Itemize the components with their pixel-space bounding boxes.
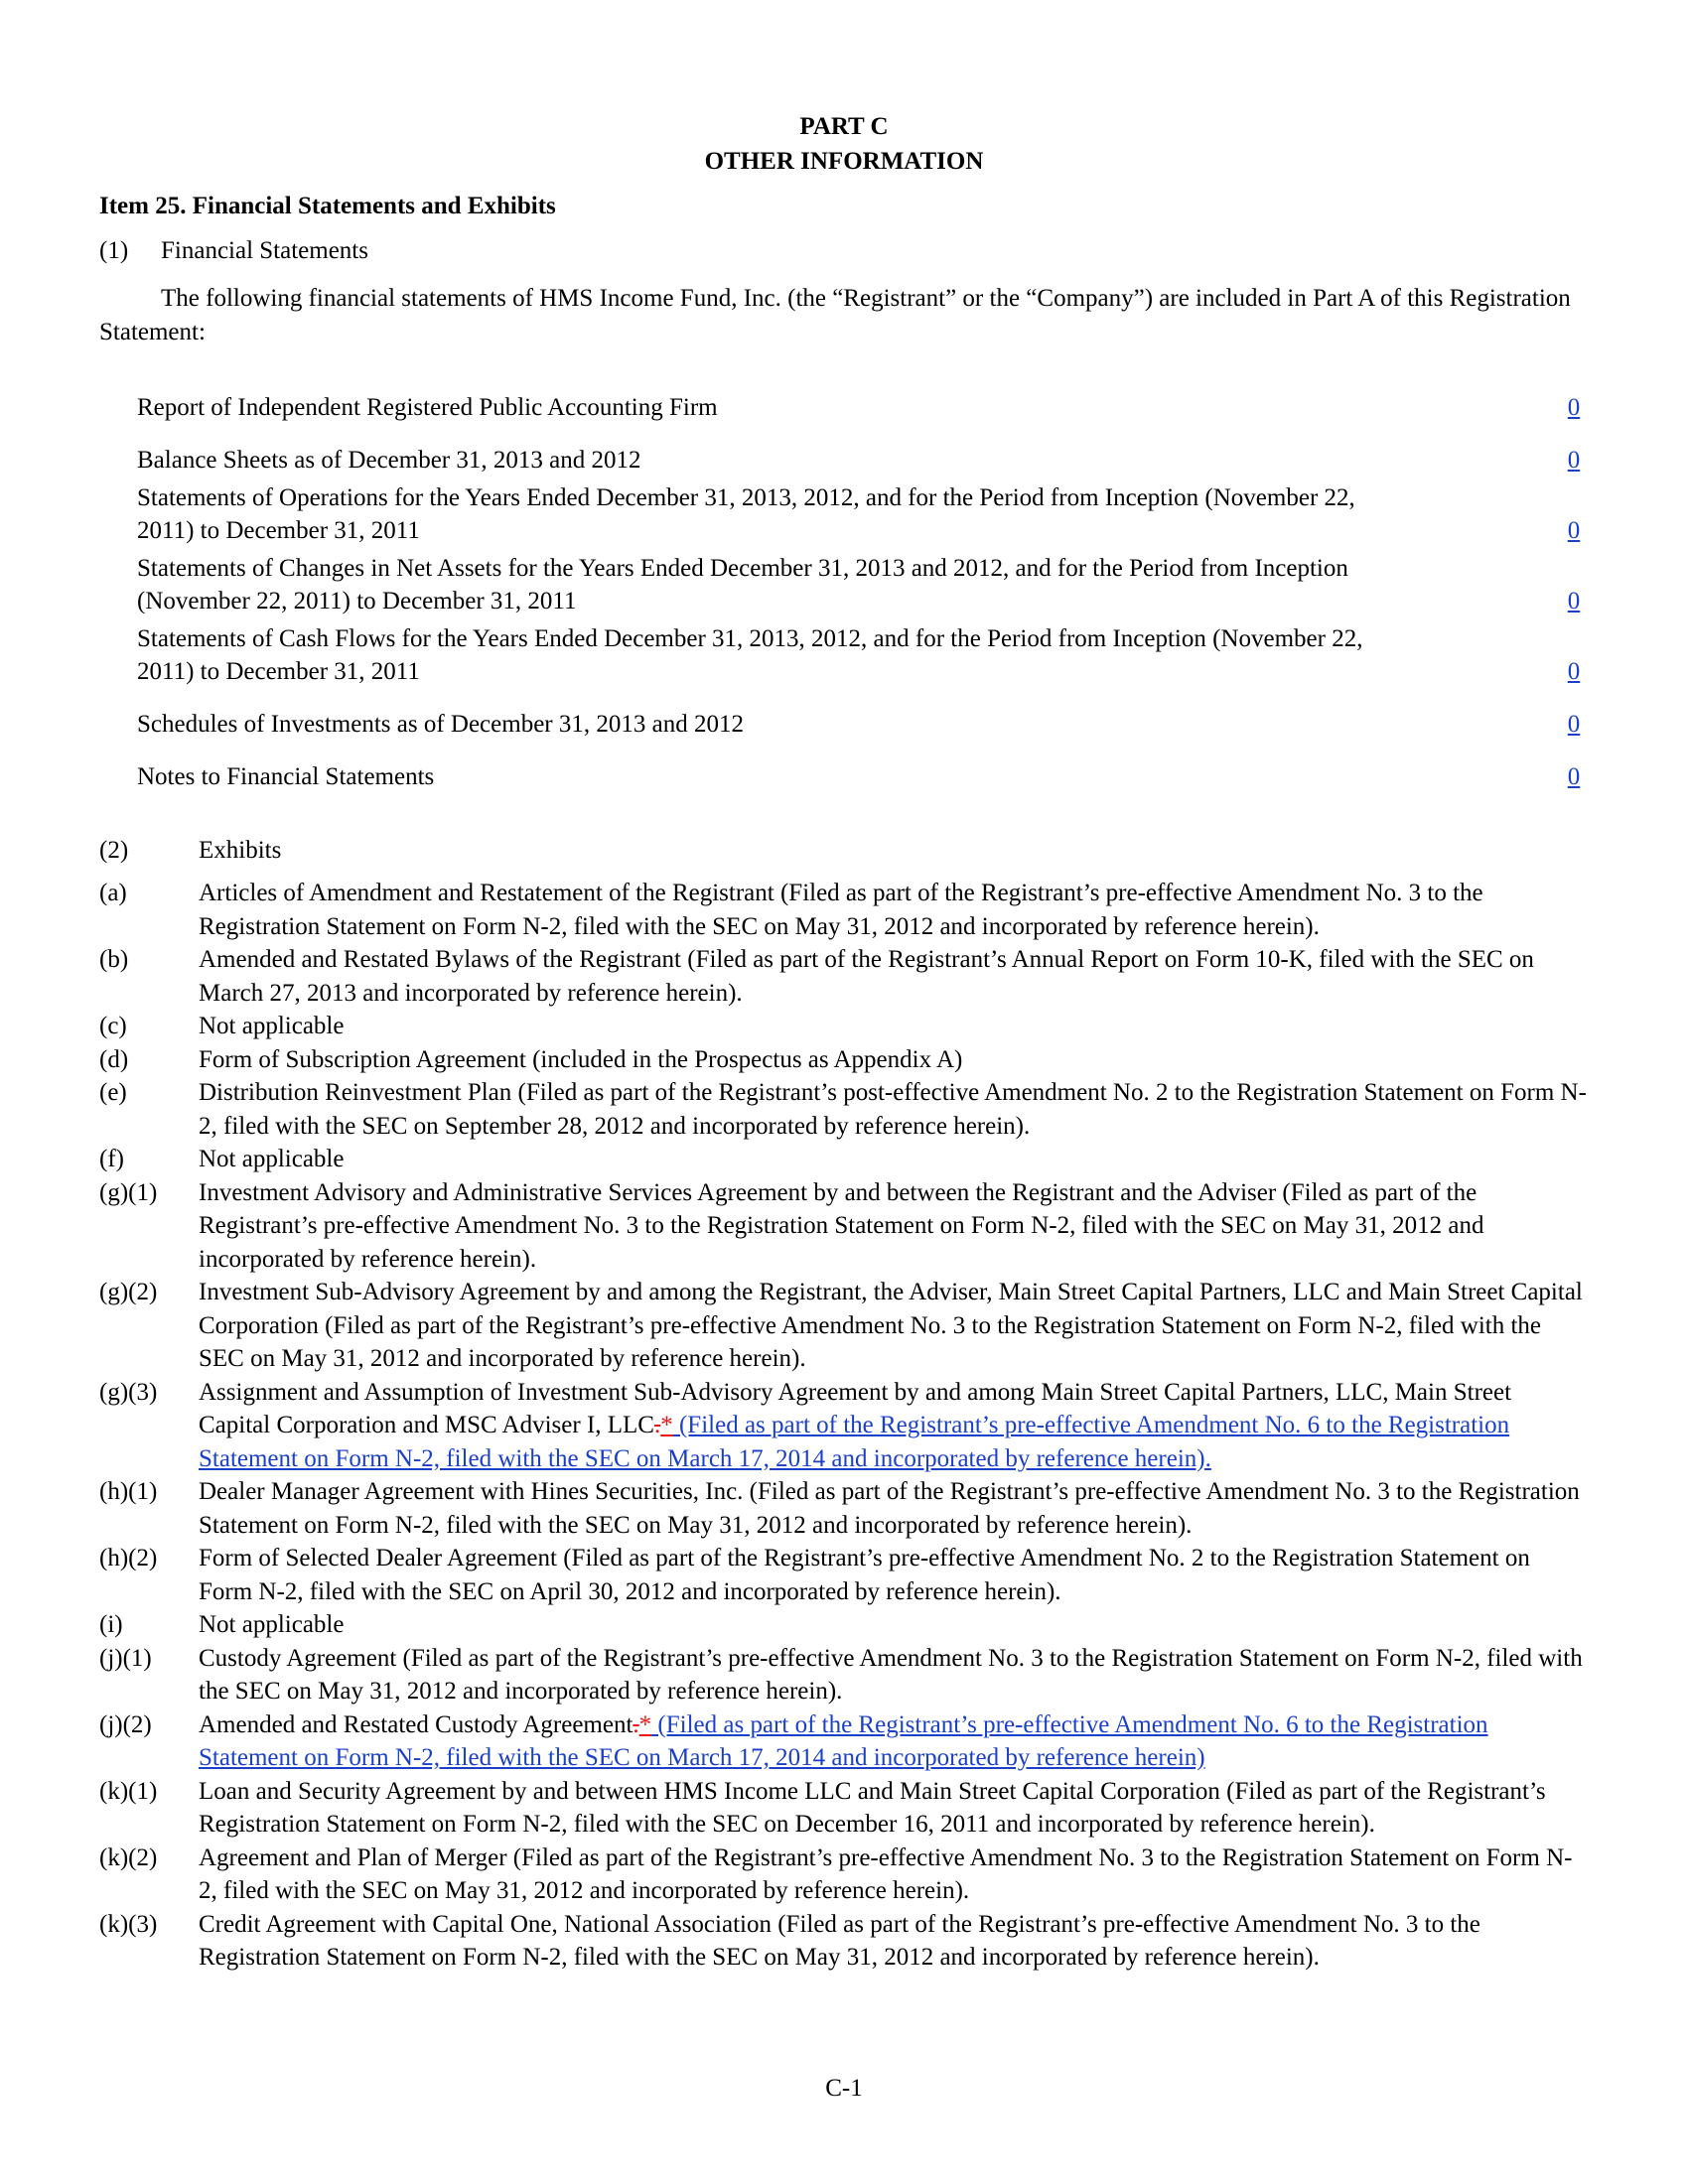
exhibit-row: [99, 1276, 1589, 1376]
exhibit-row: [99, 1642, 1589, 1708]
financial-statements-heading: [99, 234, 1589, 268]
exhibit-filing-link[interactable]: (Filed as part of the Registrant’s pre-effective Amendment No. 6 to the Registration Statement on Form N-2, filed with the SEC on March 17, 2014 and incorporated by reference herein): [199, 1710, 1488, 1771]
exhibit-description: Assignment and Assumption of Investment Sub-Advisory Agreement by and among Main Street Capital Partners, LLC, Main Street Capital Corporation and MSC Adviser I, LLC.* (Filed as part of the Registrant’s pre-effective Amendment No. 6 to the Registration Statement on Form N-2, filed with the SEC on March 17, 2014 and incorporated by reference herein).: [199, 1378, 1512, 1472]
exhibit-row: [99, 877, 1589, 943]
exhibit-row: [99, 943, 1589, 1010]
statement-row: [137, 444, 1589, 477]
exhibit-list: [99, 877, 1589, 1975]
page-link[interactable]: 0: [1567, 763, 1581, 790]
statement-title: Report of Independent Registered Public Accounting Firm: [137, 394, 718, 421]
statement-title: Statements of Changes in Net Assets for the Years Ended December 31, 2013 and 2012, and for the Period from Inception (November 22, 2011) to December 31, 2011: [137, 555, 1348, 614]
part-title: PART C: [799, 113, 889, 140]
exhibit-number: (j)(1): [99, 1644, 152, 1672]
exhibit-number: (g)(2): [99, 1279, 158, 1305]
page-link[interactable]: 0: [1567, 658, 1581, 685]
exhibit-row: [99, 1842, 1589, 1908]
exhibit-number: (h)(1): [99, 1478, 158, 1505]
exhibit-description: Not applicable: [199, 1611, 345, 1638]
exhibit-description: Custody Agreement (Filed as part of the Registrant’s pre-effective Amendment No. 3 to the Registration Statement on Form N-2, filed with the SEC on May 31, 2012 and incorporated by reference herein).: [199, 1644, 1583, 1705]
exhibit-row: [99, 1143, 1589, 1176]
statement-title: Statements of Cash Flows for the Years Ended December 31, 2013, 2012, and for the Period from Inception (November 22, 2011) to December 31, 2011: [137, 625, 1363, 685]
exhibit-row: [99, 1010, 1589, 1043]
statement-row: [137, 552, 1589, 617]
exhibit-description: Dealer Manager Agreement with Hines Securities, Inc. (Filed as part of the Registrant’s pre-effective Amendment No. 3 to the Registration Statement on Form N-2, filed with the SEC on May 31, 2012 and incorporated by reference herein).: [199, 1478, 1580, 1539]
exhibit-description: Articles of Amendment and Restatement of the Registrant (Filed as part of the Registrant’s pre-effective Amendment No. 3 to the Registration Statement on Form N-2, filed with the SEC on May 31, 2012 and incorporated by reference herein).: [199, 880, 1483, 940]
exhibit-description: Loan and Security Agreement by and between HMS Income LLC and Main Street Capital Corporation (Filed as part of the Registrant’s Registration Statement on Form N-2, filed with the SEC on December 16, 2011 and incorporated by reference herein).: [199, 1777, 1546, 1838]
exhibit-number: (g)(3): [99, 1378, 158, 1406]
exhibits-heading: [99, 837, 1589, 865]
page-number: C-1: [825, 2075, 863, 2102]
page-link[interactable]: 0: [1567, 588, 1581, 614]
exhibit-description: Form of Selected Dealer Agreement (Filed as part of the Registrant’s pre-effective Amendment No. 2 to the Registration Statement on Form N-2, filed with the SEC on April 30, 2012 and incorporated by reference herein).: [199, 1545, 1530, 1605]
statement-title: Balance Sheets as of December 31, 2013 and 2012: [137, 447, 641, 474]
exhibit-number: (e): [99, 1079, 127, 1106]
exhibit-row: [99, 1376, 1589, 1476]
exhibit-description: Not applicable: [199, 1013, 345, 1039]
exhibit-number: (j)(2): [99, 1710, 152, 1738]
section-label: Financial Statements: [161, 237, 368, 264]
exhibit-description: Distribution Reinvestment Plan (Filed as part of the Registrant’s post-effective Amendment No. 2 to the Registration Statement on Form N-2, filed with the SEC on September 28, 2012 and incorporated by reference herein).: [199, 1079, 1587, 1140]
section-label: Exhibits: [199, 837, 282, 864]
exhibit-number: (k)(3): [99, 1910, 158, 1938]
exhibit-description: Amended and Restated Custody Agreement.* (Filed as part of the Registrant’s pre-effective Amendment No. 6 to the Registration Statement on Form N-2, filed with the SEC on March 17, 2014 and incorporated by reference herein): [199, 1710, 1488, 1771]
exhibit-number: (k)(2): [99, 1843, 158, 1871]
statement-title: Schedules of Investments as of December 31, 2013 and 2012: [137, 711, 744, 738]
statements-index: [137, 391, 1589, 793]
exhibit-description: Credit Agreement with Capital One, National Association (Filed as part of the Registrant’s pre-effective Amendment No. 3 to the Registration Statement on Form N-2, filed with the SEC on May 31, 2012 and incorporated by reference herein).: [199, 1910, 1480, 1971]
exhibit-number: (g)(1): [99, 1178, 158, 1206]
exhibit-description: Form of Subscription Agreement (included in the Prospectus as Appendix A): [199, 1045, 963, 1073]
exhibit-description: Amended and Restated Bylaws of the Registrant (Filed as part of the Registrant’s Annual Report on Form 10-K, filed with the SEC on March 27, 2013 and incorporated by reference herein).: [199, 946, 1534, 1007]
statement-title: Notes to Financial Statements: [137, 763, 435, 790]
part-subtitle: OTHER INFORMATION: [704, 148, 984, 175]
exhibit-row: [99, 1908, 1589, 1975]
exhibit-row: [99, 1176, 1589, 1277]
statement-row: [137, 622, 1589, 688]
statement-row: [137, 760, 1589, 793]
exhibit-row: [99, 1076, 1589, 1143]
statement-row: [137, 481, 1589, 547]
exhibit-row: [99, 1608, 1589, 1642]
statement-row: [137, 708, 1589, 741]
page-link[interactable]: 0: [1567, 394, 1581, 421]
inserted-asterisk: *: [660, 1412, 673, 1438]
section-number: (2): [99, 837, 129, 864]
exhibit-description: Investment Advisory and Administrative Services Agreement by and between the Registrant and the Adviser (Filed as part of the Registrant’s pre-effective Amendment No. 3 to the Registration Statement on Form N-2, filed with the SEC on May 31, 2012 and incorporated by reference herein).: [199, 1178, 1484, 1273]
item-heading: Item 25. Financial Statements and Exhibits: [99, 193, 556, 219]
page-link[interactable]: 0: [1567, 447, 1581, 474]
inserted-asterisk: *: [638, 1710, 652, 1738]
statement-row: [137, 391, 1589, 424]
exhibit-filing-link[interactable]: (Filed as part of the Registrant’s pre-effective Amendment No. 6 to the Registration Statement on Form N-2, filed with the SEC on March 17, 2014 and incorporated by reference herein).: [199, 1412, 1510, 1472]
statement-title: Statements of Operations for the Years Ended December 31, 2013, 2012, and for the Period from Inception (November 22, 2011) to December 31, 2011: [137, 484, 1355, 544]
exhibit-row: [99, 1542, 1589, 1608]
deleted-text: .: [633, 1710, 639, 1738]
page-link[interactable]: 0: [1567, 711, 1581, 738]
exhibit-number: (b): [99, 946, 129, 973]
exhibit-description: Agreement and Plan of Merger (Filed as part of the Registrant’s pre-effective Amendment No. 3 to the Registration Statement on Form N-2, filed with the SEC on May 31, 2012 and incorporated by reference herein).: [199, 1843, 1573, 1904]
exhibit-row: [99, 1475, 1589, 1542]
exhibit-row: [99, 1708, 1589, 1775]
exhibit-number: (f): [99, 1146, 124, 1172]
exhibit-number: (c): [99, 1013, 127, 1039]
page-link[interactable]: 0: [1567, 517, 1581, 544]
section-number: (1): [99, 237, 129, 264]
document-page: [99, 109, 1589, 1975]
intro-paragraph: The following financial statements of HMS Income Fund, Inc. (the “Registrant” or the “Company”) are included in Part A of this Registration Statement:: [99, 285, 1571, 345]
deleted-text: .: [653, 1412, 661, 1438]
exhibit-description: Investment Sub-Advisory Agreement by and among the Registrant, the Adviser, Main Street Capital Partners, LLC and Main Street Capital Corporation (Filed as part of the Registrant’s pre-effective Amendment No. 3 to the Registration Statement on Form N-2, filed with the SEC on May 31, 2012 and incorporated by reference herein).: [199, 1279, 1583, 1372]
exhibit-number: (h)(2): [99, 1545, 158, 1571]
exhibit-row: [99, 1043, 1589, 1077]
exhibit-number: (a): [99, 880, 127, 906]
exhibit-number: (k)(1): [99, 1777, 158, 1805]
exhibit-description: Not applicable: [199, 1146, 345, 1172]
exhibit-number: (d): [99, 1045, 129, 1073]
exhibit-row: [99, 1775, 1589, 1842]
exhibit-number: (i): [99, 1611, 123, 1638]
